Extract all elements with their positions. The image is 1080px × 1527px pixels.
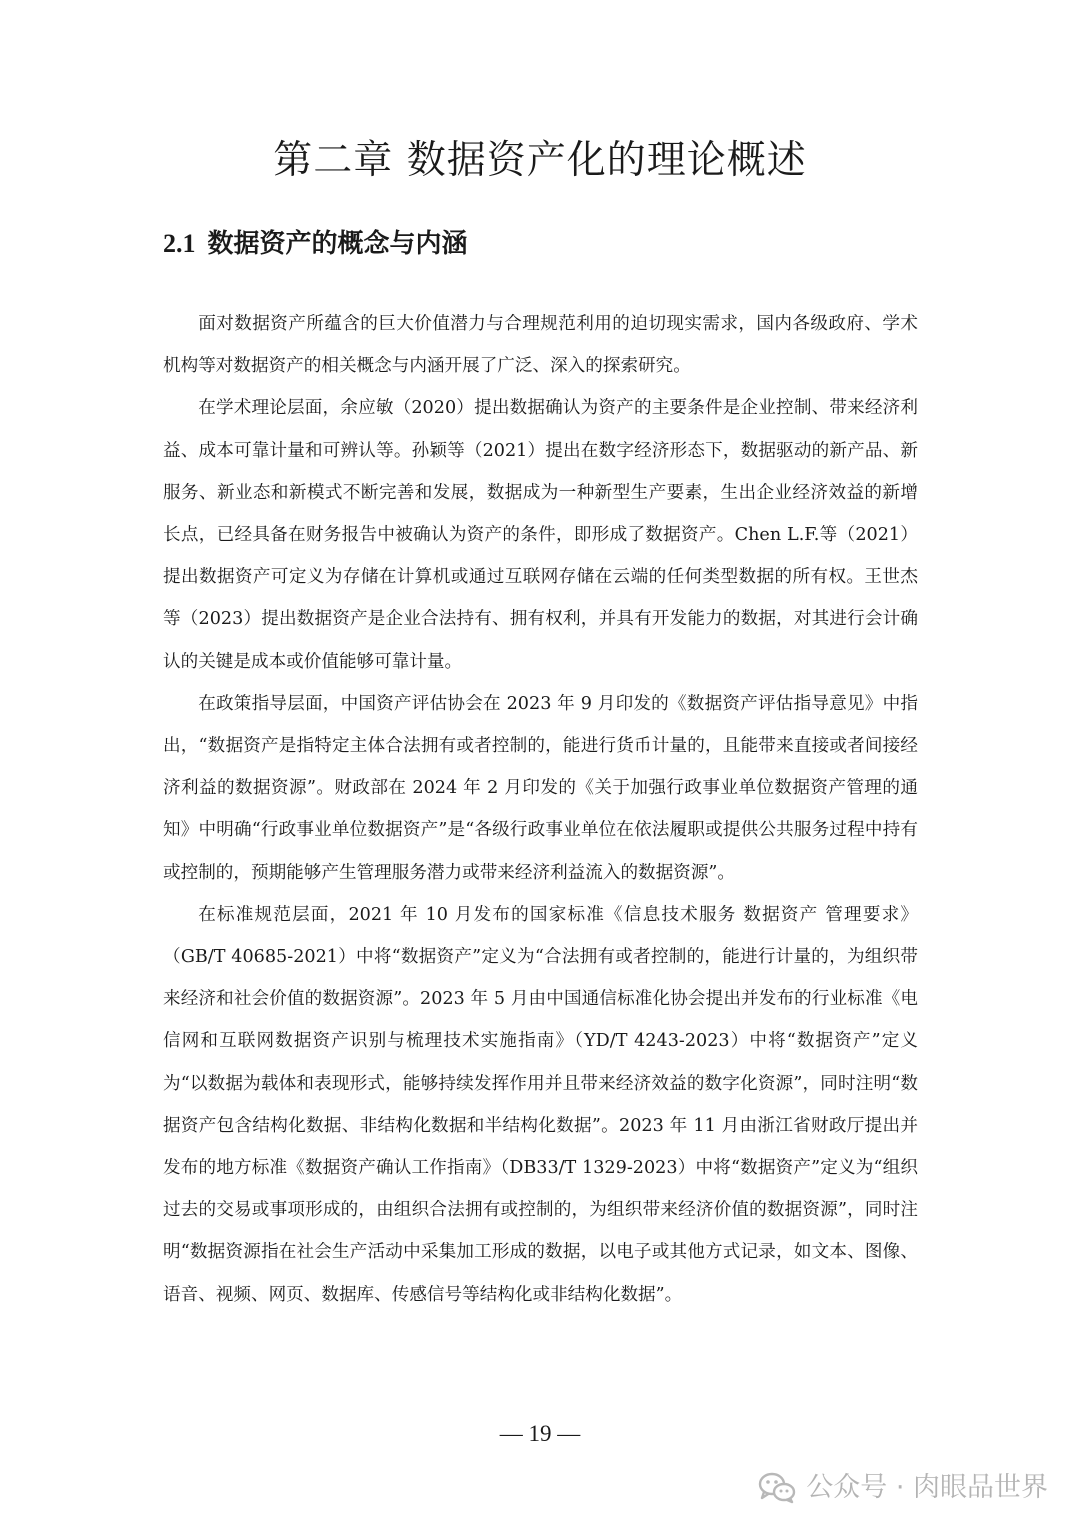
paragraph-standards: 在标准规范层面，2021 年 10 月发布的国家标准《信息技术服务 数据资产 管理要求》（GB/T 40685-2021）中将“数据资产”定义为“合法拥有或者控制的，能进行计量的，为组织带来经济和社会价值的数据资源”。2023 年 5 月由中国通信标准化协会提出并发布的行业标准《电信网和互联网数据资产识别与梳理技术实施指南》（YD/T 4243-2023）中将“数据资产”定义为“以数据为载体和表现形式，能够持续发挥作用并且带来经济效益的数字化资源”，同时注明“数据资产包含结构化数据、非结构化数据和半结构化数据”。2023 年 11 月由浙江省财政厅提出并发布的地方标准《数据资产确认工作指南》（DB33/T 1329-2023）中将“数据资产”定义为“组织过去的交易或事项形成的，由组织合法拥有或控制的，为组织带来经济价值的数据资源”，同时注明“数据资源指在社会生产活动中采集加工形成的数据，以电子或其他方式记录，如文本、图像、语音、视频、网页、数据库、传感信号等结构化或非结构化数据”。 — [163, 904, 918, 1305]
paragraph-academic: 在学术理论层面，余应敏（2020）提出数据确认为资产的主要条件是企业控制、带来经济利益、成本可靠计量和可辨认等。孙颖等（2021）提出在数字经济形态下，数据驱动的新产品、新服务、新业态和新模式不断完善和发展，数据成为一种新型生产要素，生出企业经济效益的新增长点，已经具备在财务报告中被确认为资产的条件，即形成了数据资产。Chen L.F.等（2021）提出数据资产可定义为存储在计算机或通过互联网存储在云端的任何类型数据的所有权。王世杰等（2023）提出数据资产是企业合法持有、拥有权利，并具有开发能力的数据，对其进行会计确认的关键是成本或价值能够可靠计量。 — [163, 398, 918, 672]
chapter-title: 第二章 数据资产化的理论概述 — [273, 138, 807, 183]
section-heading — [163, 222, 468, 266]
page-number: — 19 — — [499, 1421, 581, 1446]
watermark-text: 公众号 · 肉眼品世界 — [806, 1472, 1048, 1503]
paragraph-policy: 在政策指导层面，中国资产评估协会在 2023 年 9 月印发的《数据资产评估指导意见》中指出，“数据资产是指特定主体合法拥有或者控制的，能进行货币计量的，且能带来直接或者间接经济利益的数据资源”。财政部在 2024 年 2 月印发的《关于加强行政事业单位数据资产管理的通知》中明确“行政事业单位数据资产”是“各级行政事业单位在依法履职或提供公共服务过程中持有或控制的，预期能够产生管理服务潜力或带来经济利益流入的数据资源”。 — [163, 693, 918, 883]
watermark — [758, 1468, 1048, 1508]
section-title: 数据资产的概念与内涵 — [207, 229, 468, 259]
section-number: 2.1 — [163, 229, 196, 258]
wechat-icon — [758, 1472, 796, 1504]
paragraph-intro: 面对数据资产所蕴含的巨大价值潜力与合理规范利用的迫切现实需求，国内各级政府、学术机构等对数据资产的相关概念与内涵开展了广泛、深入的探索研究。 — [163, 314, 918, 377]
body-text — [163, 303, 918, 1316]
